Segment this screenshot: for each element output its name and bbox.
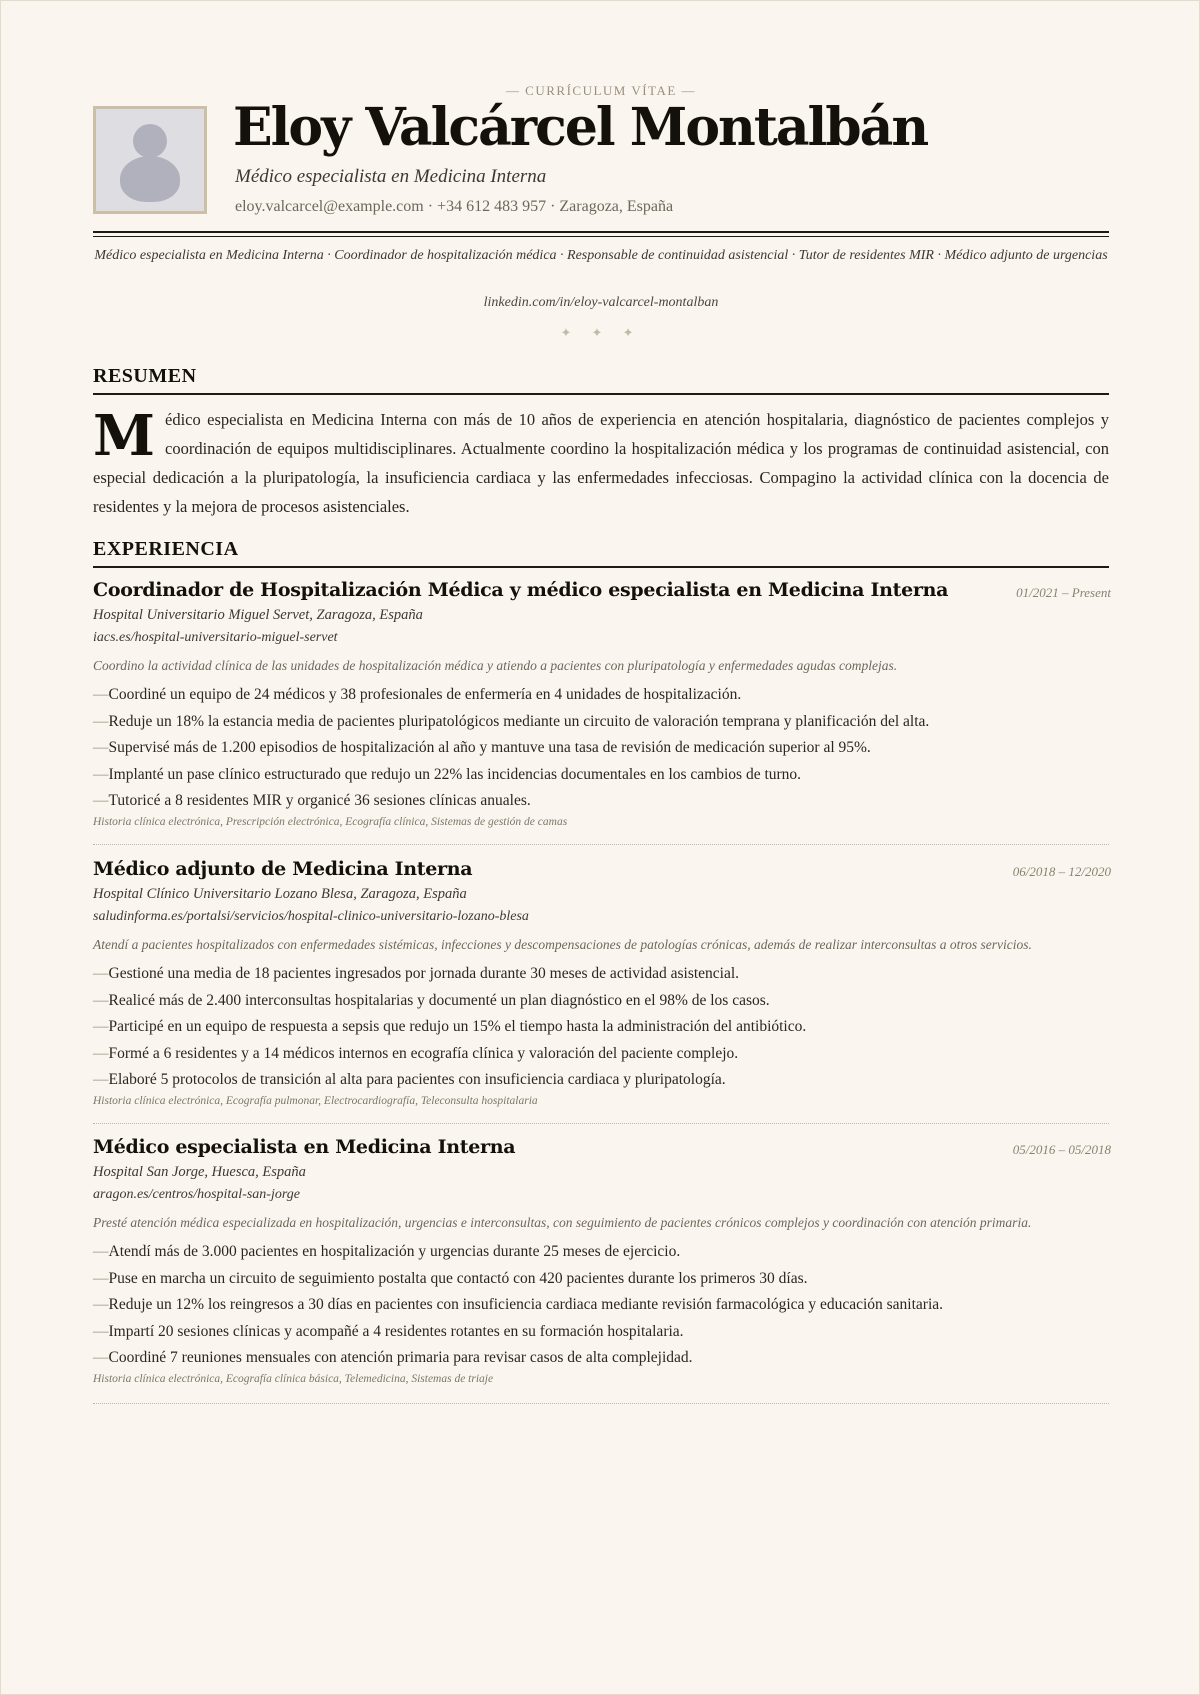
job-title: Médico especialista en Medicina Interna (93, 1136, 516, 1158)
job-skills: Historia clínica electrónica, Ecografía clínica básica, Telemedicina, Sistemas de triaje (93, 1372, 494, 1385)
job-description: Atendí a pacientes hospitalizados con enfermedades sistémicas, infecciones y descompensaciones de patologías crónicas, además de realizar interconsultas a otros servicios. (93, 937, 1032, 952)
achievement-item: — Coordiné un equipo de 24 médicos y 38 profesionales de enfermería en 4 unidades de hospitalización. (93, 682, 1111, 709)
job-organization: Hospital San Jorge, Huesca, España (93, 1164, 306, 1180)
achievement-item: — Formé a 6 residentes y a 14 médicos internos en ecografía clínica y valoración del paciente complejo. (93, 1041, 1111, 1068)
achievement-item: — Implanté un pase clínico estructurado que redujo un 22% las incidencias documentales en los cambios de turno. (93, 762, 1111, 789)
job-organization: Hospital Clínico Universitario Lozano Blesa, Zaragoza, España (93, 886, 467, 902)
job-description: Coordino la actividad clínica de las unidades de hospitalización médica y atiendo a pacientes con pluripatología y enfermedades agudas complejas. (93, 658, 898, 673)
avatar-head-icon (133, 124, 167, 158)
entry-divider (93, 1403, 1109, 1404)
roles-line: Médico especialista en Medicina Interna · Coordinador de hospitalización médica · Responsable de continuidad asistencial · Tutor de residentes MIR · Médico adjunto de urgencias (94, 248, 1108, 263)
job-skills: Historia clínica electrónica, Prescripción electrónica, Ecografía clínica, Sistemas de gestión de camas (93, 815, 568, 828)
job-organization: Hospital Universitario Miguel Servet, Zaragoza, España (93, 607, 423, 623)
achievement-item: — Puse en marcha un circuito de seguimiento postalta que contactó con 420 pacientes durante los primeros 30 días. (93, 1266, 1111, 1293)
contact-line: eloy.valcarcel@example.com · +34 612 483 957 · Zaragoza, España (235, 198, 674, 215)
job-url-link[interactable]: saludinforma.es/portalsi/servicios/hospital-clinico-universitario-lozano-blesa (93, 909, 529, 924)
experience-entry (93, 1136, 1111, 1385)
candidate-headline: Médico especialista en Medicina Interna (235, 166, 547, 187)
document-kicker: — CURRÍCULUM VÍTAE — (505, 83, 697, 98)
achievement-item: — Reduje un 12% los reingresos a 30 días en pacientes con insuficiencia cardiaca mediante revisión farmacológica y educación sanitaria. (93, 1292, 1111, 1319)
summary-body: édico especialista en Medicina Interna con más de 10 años de experiencia en atención hospitalaria, diagnóstico de pacientes complejos y coordinación de equipos multidisciplinares. Actualmente coordino la hospitalización médica y los programas de continuidad asistencial, con especial dedicación a la pluripatología, la insuficiencia cardiaca y las enfermedades infecciosas. Compagino la actividad clínica con la docencia de residentes y la mejora de procesos asistenciales. (93, 410, 1109, 516)
entry-divider (93, 1123, 1109, 1124)
header-rule-thin (93, 236, 1109, 237)
achievement-item: — Supervisé más de 1.200 episodios de hospitalización al año y mantuve una tasa de revisión de medicación superior al 95%. (93, 735, 1111, 762)
job-dates: 01/2021 – Present (1016, 585, 1111, 600)
job-skills: Historia clínica electrónica, Ecografía pulmonar, Electrocardiografía, Teleconsulta hospitalaria (93, 1094, 538, 1107)
job-dates: 06/2018 – 12/2020 (1012, 864, 1111, 879)
summary-heading: RESUMEN (93, 365, 197, 387)
job-url-link[interactable]: aragon.es/centros/hospital-san-jorge (93, 1187, 301, 1202)
achievement-item: — Coordiné 7 reuniones mensuales con atención primaria para revisar casos de alta complejidad. (93, 1345, 1111, 1372)
achievement-item: — Gestioné una media de 18 pacientes ingresados por jornada durante 30 meses de actividad asistencial. (93, 961, 1111, 988)
summary-text (93, 405, 1109, 521)
achievement-item: — Tutoricé a 8 residentes MIR y organicé 36 sesiones clínicas anuales. (93, 788, 1111, 815)
experience-entry (93, 858, 1111, 1107)
achievement-item: — Participé en un equipo de respuesta a sepsis que redujo un 15% el tiempo hasta la administración del antibiótico. (93, 1014, 1111, 1041)
header-rule (93, 231, 1109, 233)
experience-heading: EXPERIENCIA (93, 538, 239, 560)
job-dates: 05/2016 – 05/2018 (1012, 1142, 1111, 1157)
ornament-divider: ✦ ✦ ✦ (560, 326, 642, 341)
achievement-item: — Realicé más de 2.400 interconsultas hospitalarias y documenté un plan diagnóstico en el 98% de los casos. (93, 988, 1111, 1015)
avatar-body-icon (120, 156, 180, 202)
summary-rule (93, 393, 1109, 395)
achievement-item: — Impartí 20 sesiones clínicas y acompañé a 4 residentes rotantes en su formación hospitalaria. (93, 1319, 1111, 1346)
achievement-item: — Reduje un 18% la estancia media de pacientes pluripatológicos mediante un circuito de valoración temprana y planificación del alta. (93, 709, 1111, 736)
job-achievements (93, 961, 1111, 1094)
job-url-link[interactable]: iacs.es/hospital-universitario-miguel-servet (93, 630, 338, 645)
job-achievements (93, 1239, 1111, 1372)
job-title: Médico adjunto de Medicina Interna (93, 858, 473, 880)
profile-photo-placeholder (93, 106, 207, 214)
achievement-item: — Atendí más de 3.000 pacientes en hospitalización y urgencias durante 25 meses de ejercicio. (93, 1239, 1111, 1266)
experience-rule (93, 566, 1109, 568)
entry-divider (93, 844, 1109, 845)
linkedin-link[interactable]: linkedin.com/in/eloy-valcarcel-montalban (483, 295, 719, 310)
candidate-name: Eloy Valcárcel Montalbán (233, 97, 928, 158)
job-title: Coordinador de Hospitalización Médica y médico especialista en Medicina Interna (93, 579, 949, 601)
job-achievements (93, 682, 1111, 815)
achievement-item: — Elaboré 5 protocolos de transición al alta para pacientes con insuficiencia cardiaca y pluripatología. (93, 1067, 1111, 1094)
experience-entry (93, 579, 1111, 828)
job-description: Presté atención médica especializada en hospitalización, urgencias e interconsultas, con seguimiento de pacientes crónicos complejos y coordinación con atención primaria. (93, 1215, 1032, 1230)
summary-dropcap: M (93, 403, 155, 469)
